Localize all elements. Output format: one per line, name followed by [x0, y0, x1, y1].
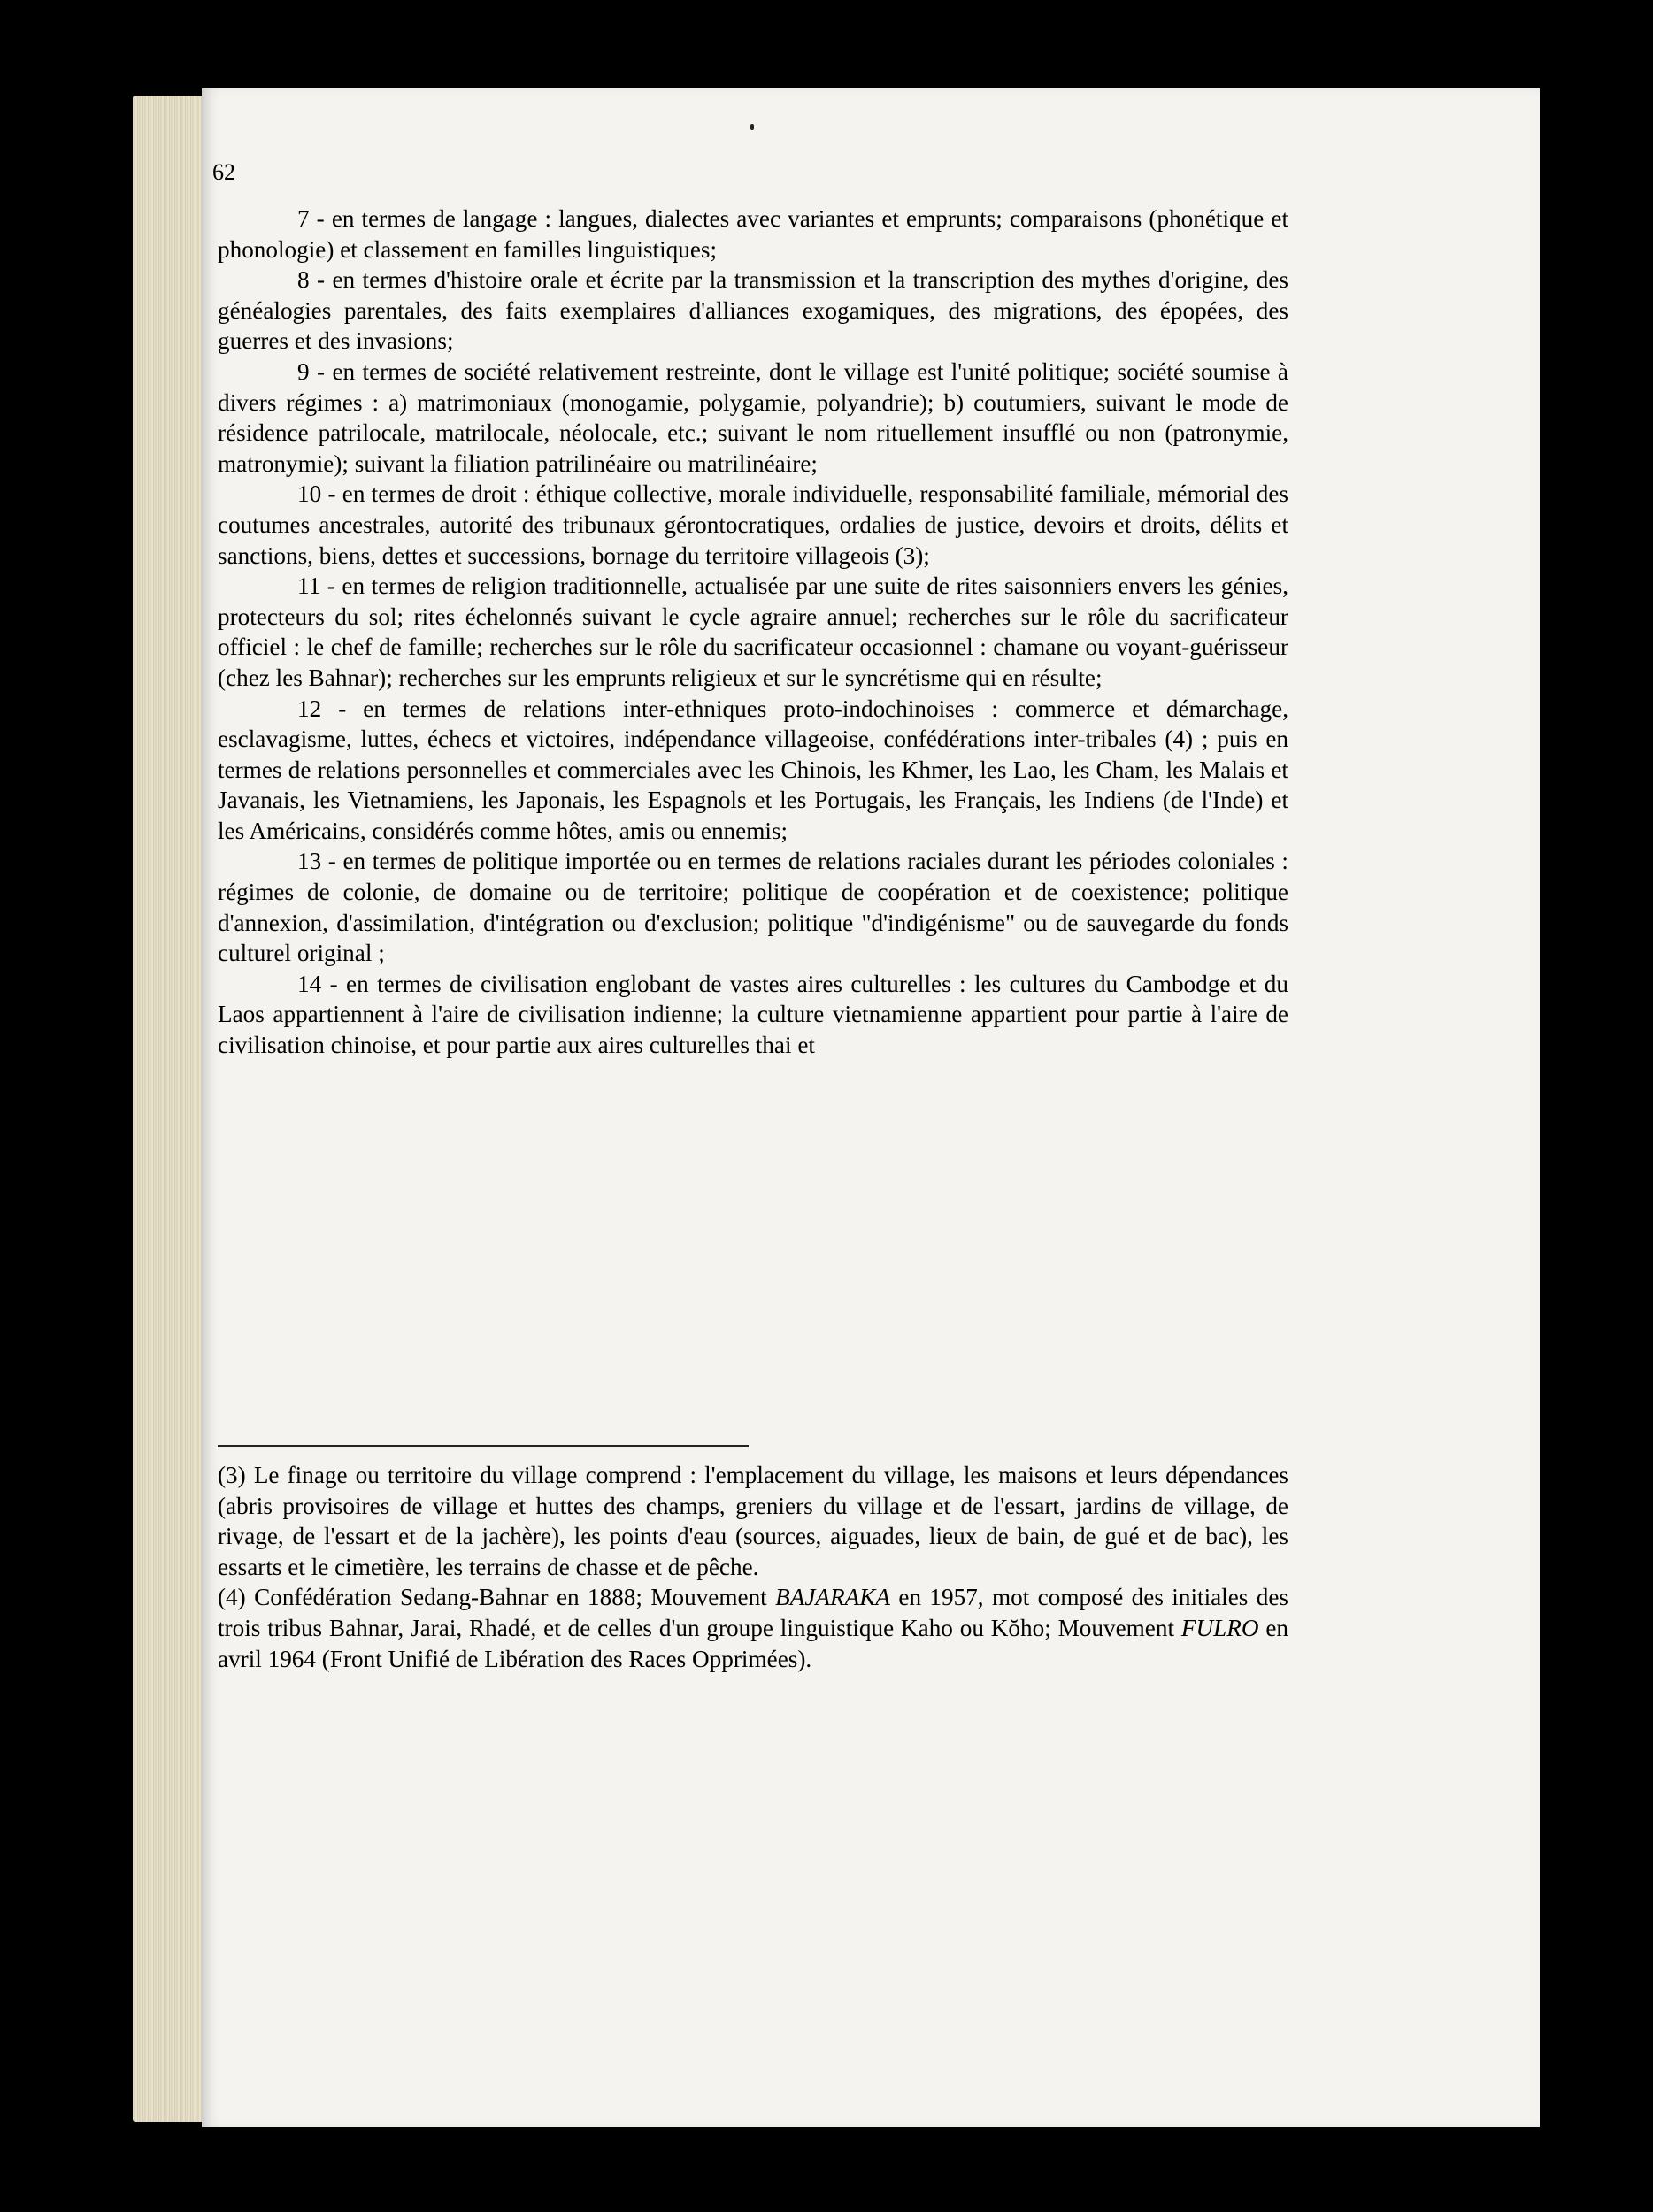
- footnote-text: Le finage ou territoire du village comprend : l'emplacement du village, les maisons et leurs dépendances (abris provisoires de village et huttes des champs, greniers du village et de l'essart, jardins de village, de rivage, de l'essart et de la jachère), les points d'eau (sources, aiguades, lieux de bain, de gué et de bac), les essarts et le cimetière, les terrains de chasse et de pêche.: [218, 1462, 1289, 1580]
- list-item-13: 13 - en termes de politique importée ou en termes de relations raciales durant les périodes coloniales : régimes de colonie, de domaine ou de territoire; politique de coopération et de coexistence; politique d'annexion, d'assimilation, d'intégration ou d'exclusion; politique "d'indigénisme" ou de sauvegarde du fonds culturel original ;: [218, 848, 1288, 967]
- footnote-4: [218, 1582, 1288, 1674]
- footnotes: [218, 1460, 1288, 1674]
- body-text: [218, 204, 1288, 1061]
- footnote-text-part: en 1957, mot composé des initiales des trois tribus Bahnar, Jarai, Rhadé, et de celles d'un groupe linguistique Kaho ou Kŏho; Mouvement: [218, 1584, 1289, 1641]
- list-item-9: 9 - en termes de société relativement restreinte, dont le village est l'unité politique; société soumise à divers régimes : a) matrimoniaux (monogamie, polygamie, polyandrie); b) coutumiers, suivant le mode de résidence patrilocale, matrilocale, néolocale, etc.; suivant le nom rituellement insufflé ou non (patronymie, matronymie); suivant la filiation patrilinéaire ou matrilinéaire;: [218, 357, 1288, 477]
- footnote-3: [218, 1460, 1288, 1582]
- list-item-14: 14 - en termes de civilisation englobant de vastes aires culturelles : les cultures du Cambodge et du Laos appartiennent à l'aire de civilisation indienne; la culture vietnamienne appartient pour partie à l'aire de civilisation chinoise, et pour partie aux aires culturelles thai et: [218, 970, 1288, 1059]
- list-item-11: 11 - en termes de religion traditionnelle, actualisée par une suite de rites saisonniers envers les génies, protecteurs du sol; rites échelonnés suivant le cycle agraire annuel; recherches sur le rôle du sacrificateur officiel : le chef de famille; recherches sur le rôle du sacrificateur occasionnel : chamane ou voyant-guérisseur (chez les Bahnar); recherches sur les emprunts religieux et sur le syncrétisme qui en résulte;: [218, 572, 1288, 691]
- footnote-marker: (4): [218, 1584, 246, 1611]
- page-number: 62: [212, 159, 235, 185]
- footnote-text-part: Confédération Sedang-Bahnar en 1888; Mouvement: [254, 1584, 767, 1611]
- list-item-8: 8 - en termes d'histoire orale et écrite par la transmission et la transcription des mythes d'origine, des généalogies parentales, des faits exemplaires d'alliances exogamiques, des migrations, des épopées, des guerres et des invasions;: [218, 266, 1288, 355]
- list-item-12: 12 - en termes de relations inter-ethniques proto-indochinoises : commerce et démarchage, esclavagisme, luttes, échecs et victoires, indépendance villageoise, confédérations inter-tribales (4) ; puis en termes de relations personnelles et commerciales avec les Chinois, les Khmer, les Lao, les Cham, les Malais et Javanais, les Vietnamiens, les Japonais, les Espagnols et les Portugais, les Français, les Indiens (de l'Inde) et les Américains, considérés comme hôtes, amis ou ennemis;: [218, 695, 1288, 844]
- list-item-7: 7 - en termes de langage : langues, dialectes avec variantes et emprunts; comparaisons (phonétique et phonologie) et classement en familles linguistiques;: [218, 205, 1288, 263]
- footnote-separator: [218, 1445, 749, 1447]
- footnote-term: FULRO: [1180, 1614, 1259, 1641]
- footnote-term: BAJARAKA: [775, 1584, 890, 1611]
- ink-speck: [750, 124, 754, 130]
- list-item-10: 10 - en termes de droit : éthique collective, morale individuelle, responsabilité familiale, mémorial des coutumes ancestrales, autorité des tribunaux gérontocratiques, ordalies de justice, devoirs et droits, délits et sanctions, biens, dettes et successions, bornage du territoire villageois (3);: [218, 480, 1288, 569]
- footnote-marker: (3): [218, 1462, 246, 1488]
- footnote-text-part: en avril 1964 (Front Unifié de Libération des Races Opprimées).: [218, 1614, 1289, 1672]
